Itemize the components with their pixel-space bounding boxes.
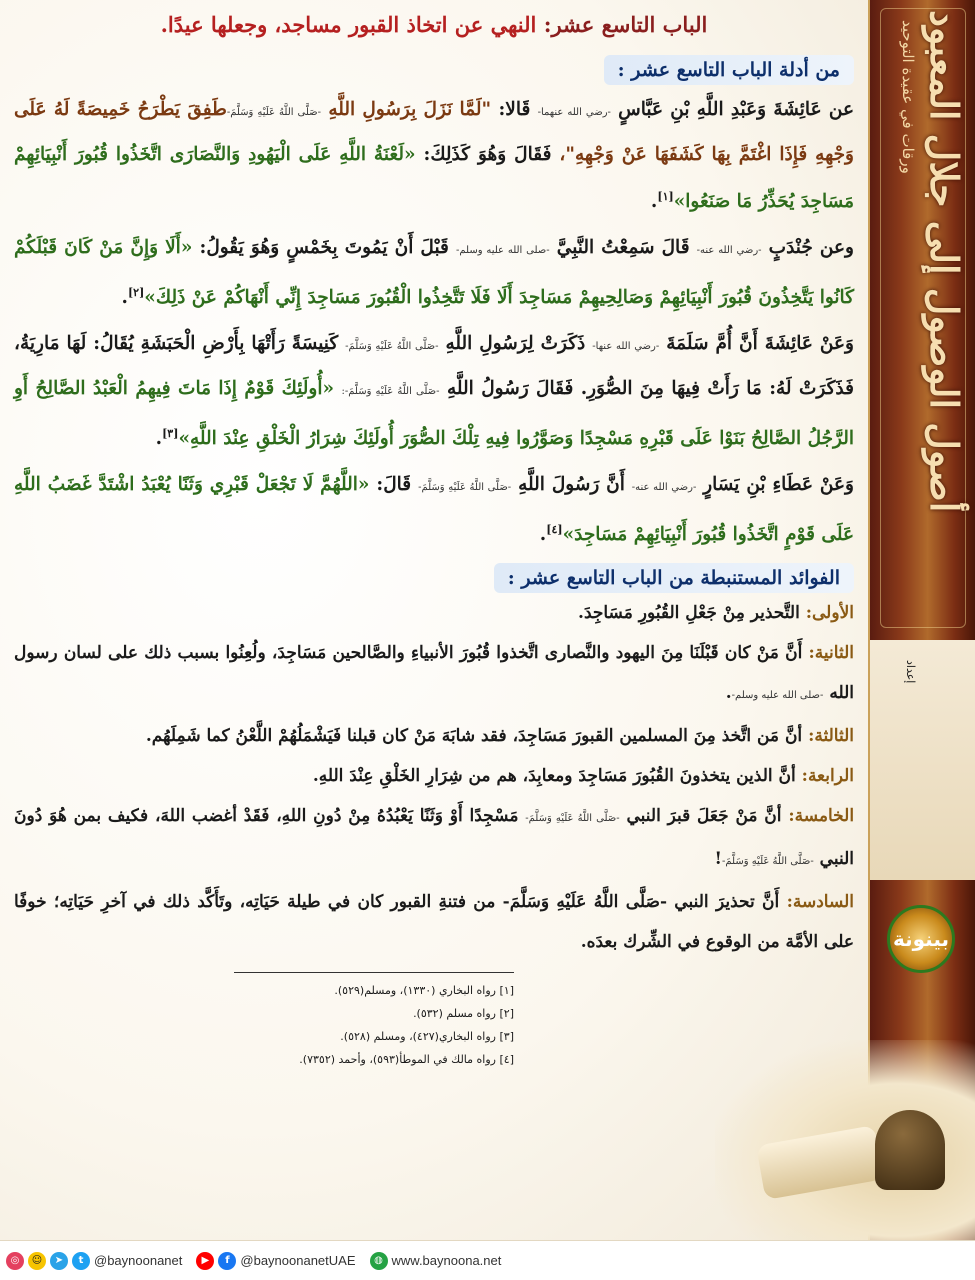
footnote-1: [١] رواه البخاري (١٣٣٠)، ومسلم(٥٢٩).: [334, 983, 514, 997]
benefit-2-end: .: [725, 682, 732, 703]
hadith-4: [14, 464, 854, 556]
benefit-4-label: الرابعة:: [801, 765, 854, 786]
footnotes: [14, 979, 514, 1071]
benefit-5-salutation: -صَلَّى اللَّهُ عَلَيْهِ وَسَلَّمَ-: [525, 812, 620, 824]
benefit-2-text: أَنَّ مَنْ كان قَبْلَنَا مِنَ اليهود والنَّصارى اتَّخذوا قُبُورَ الأنبياءِ والصَّالحين مَسَاجِدَ، ولُعِنُوا بسبب ذلك على لسان رسول الله: [14, 642, 854, 703]
handle-baynoonanetuae[interactable]: @baynoonanetUAE: [240, 1253, 356, 1268]
hadith-2-end: .: [121, 287, 128, 309]
hadith-4-narrator: وَعَنْ عَطَاءِ بْنِ يَسَارٍ: [703, 474, 854, 496]
prepared-by-label: إعداد: [904, 660, 917, 684]
hadith-3-salutation-2: -صَلَّى اللَّهُ عَلَيْهِ وَسَلَّمَ-:: [341, 386, 440, 398]
benefit-1-text: التَّحذير مِنْ جَعْلِ القُبُورِ مَسَاجِدَ.: [578, 602, 800, 623]
hadith-1-quote-a: "لَمَّا نَزَلَ بِرَسُولِ اللَّهِ: [328, 99, 492, 120]
benefit-4: [14, 756, 854, 796]
benefit-1: [14, 593, 854, 633]
hadith-1-mid: فَقَالَ وَهُوَ كَذَلِكَ:: [423, 144, 552, 165]
content-area: [14, 8, 854, 1071]
hadith-4-quote: «اللَّهُمَّ لَا تَجْعَلْ قَبْرِي وَثَنًا يُعْبَدُ اشْتَدَّ غَضَبُ اللَّهِ عَلَى قَوْمٍ اتَّخَذُوا قُبُورَ أَنْبِيَائِهِمْ مَسَاجِدَ»: [14, 474, 854, 546]
hadith-1-quote-b: طَفِقَ يَطْرَحُ خَمِيصَةً لَهُ عَلَى وَجْهِهِ فَإِذَا اغْتَمَّ بِهَا كَشَفَهَا عَنْ وَجْهِهِ"،: [14, 99, 854, 165]
prepared-by-panel: [868, 640, 975, 880]
hadith-3-mid: كَنِيسَةً رَأَتْهَا بِأَرْضِ الْحَبَشَةِ يُقَالُ: لَهَا مَارِيَةُ، فَذَكَرَتْ لَهُ: مَا رَأَتْ فِيهَا مِنَ الصُّوَرِ. فَقَالَ رَسُولُ اللَّهِ: [14, 333, 854, 400]
telegram-icon[interactable]: ➤: [50, 1252, 68, 1270]
hadith-1-said: قَالا:: [498, 99, 531, 120]
footnote-4: [٤] رواه مالك في الموطأ(٥٩٣)، وأحمد (٧٣٥٢).: [299, 1052, 514, 1066]
instagram-icon[interactable]: ◎: [6, 1252, 24, 1270]
benefit-2-salutation: -صلى الله عليه وسلم-: [731, 689, 824, 701]
hadith-3-ref: [٣]: [162, 427, 179, 441]
inkpot-decoration: [875, 1110, 945, 1190]
chapter-label: الباب التاسع عشر:: [543, 12, 708, 37]
hadith-2: [14, 227, 854, 319]
hadith-3-said: ذَكَرَتْ لِرَسُولِ اللَّهِ: [445, 333, 586, 355]
hadith-2-ref: [٢]: [127, 286, 145, 300]
baynoona-logo: بينونة: [887, 905, 955, 973]
benefit-2-label: الثانية:: [808, 642, 854, 663]
benefit-3-label: الثالثة:: [808, 725, 854, 746]
hadith-2-mid: قَبْلَ أَنْ يَمُوتَ بِخَمْسٍ وَهُوَ يَقُولُ:: [199, 237, 449, 259]
benefit-5-end: !: [714, 848, 722, 869]
book-title: أصول الوصول إلى جلال المعبود: [922, 10, 967, 513]
snapchat-icon[interactable]: ☺: [28, 1252, 46, 1270]
hadith-4-salutation: -صَلَّى اللَّهُ عَلَيْهِ وَسَلَّمَ-: [418, 482, 512, 494]
benefit-2: [14, 633, 854, 716]
benefit-5: [14, 796, 854, 882]
website-link[interactable]: www.baynoona.net: [391, 1253, 502, 1268]
hadith-1-narrator: عن عَائِشَةَ وَعَبْدِ اللَّهِ بْنِ عَبَّاسٍ: [618, 99, 854, 120]
benefit-3: [14, 716, 854, 756]
hadith-3-narrator: وَعَنْ عَائِشَةَ أَنَّ أُمَّ سَلَمَةَ: [666, 333, 854, 355]
hadith-1-end: .: [650, 191, 658, 213]
hadith-2-honorific: -رضي الله عنه-: [696, 245, 762, 257]
hadith-2-salutation: -صلى الله عليه وسلم-: [455, 245, 550, 257]
hadith-4-ref: [٤]: [546, 523, 563, 537]
hadith-1-honorific: -رضي الله عنهما-: [537, 107, 611, 118]
facebook-icon[interactable]: f: [218, 1252, 236, 1270]
hadith-3-honorific: -رضي الله عنها-: [592, 341, 660, 353]
hadith-1-quote-c: «لَعْنَةُ اللَّهِ عَلَى الْيَهُودِ وَالنَّصَارَى اتَّخَذُوا قُبُورَ أَنْبِيَائِهِمْ مَسَاجِدَ يُحَذِّرُ مَا صَنَعُوا»: [14, 144, 854, 213]
hadith-3-end: .: [155, 428, 163, 450]
youtube-icon[interactable]: ▶: [196, 1252, 214, 1270]
twitter-icon[interactable]: t: [72, 1252, 90, 1270]
hadith-1-salutation: -صَلَّى اللَّهُ عَلَيْهِ وَسَلَّمَ-: [226, 107, 322, 118]
hadith-3-quote: «أُولَئِكَ قَوْمٌ إِذَا مَاتَ فِيهِمُ الْعَبْدُ الصَّالِحُ أَوِ الرَّجُلُ الصَّالِحُ بَنَوْا عَلَى قَبْرِهِ مَسْجِدًا وَصَوَّرُوا فِيهِ تِلْكَ الصُّوَرَ أُولَئِكَ شِرَارُ الْخَلْقِ عِنْدَ اللَّهِ»: [14, 378, 854, 450]
footnote-3: [٣] رواه البخاري(٤٢٧)، ومسلم (٥٢٨).: [340, 1029, 514, 1043]
hadith-1-ref: [١]: [657, 190, 674, 203]
hadith-2-narrator: وعن جُنْدَبٍ: [768, 237, 854, 259]
benefit-3-text: أنَّ مَن اتَّخذ مِنَ المسلمين القبورَ مَسَاجِدَ، فقد شابَهَ مَنْ كان قبلنا فَيَشْمَلُهُمْ اللَّعْنُ كما شَمِلَهُم.: [145, 725, 803, 746]
footnote-2: [٢] رواه مسلم (٥٣٢).: [413, 1006, 514, 1020]
benefit-5-text: أنَّ مَنْ جَعَلَ قبرَ النبي: [626, 805, 782, 826]
benefit-6-text: أَنَّ تحذيرَ النبي -صَلَّى اللَّهُ عَلَيْهِ وَسَلَّمَ- من فتنةِ القبور كان في طيلة حَيَاتِه، وتَأَكَّد ذلك في آخرِ حَيَاتِه؛ خوفًا على الأمَّة من الوقوع في الشِّرك بعدَه.: [14, 891, 854, 952]
benefit-5-text-2: مَسْجِدًا أَوْ وَثَنًا يَعْبُدُهُ مِنْ دُونِ اللهِ، فَقَدْ أغضب اللهَ، فكيف بمن هُوَ دُونَ النبي: [14, 805, 854, 869]
benefit-4-text: أنَّ الذين يتخذونَ القُبُورَ مَسَاجِدَ ومعابِدَ، هم من شِرَارِ الخَلْقِ عِنْدَ اللهِ.: [312, 765, 796, 786]
benefit-6-label: السادسة:: [786, 891, 855, 912]
hadith-3: [14, 323, 854, 460]
hadith-4-end: .: [539, 524, 547, 546]
benefit-1-label: الأولى:: [805, 602, 854, 623]
hadith-2-quote: «أَلَا وَإِنَّ مَنْ كَانَ قَبْلَكُمْ كَانُوا يَتَّخِذُونَ قُبُورَ أَنْبِيَائِهِمْ وَصَالِحِيهِمْ مَسَاجِدَ أَلَا فَلَا تَتَّخِذُوا الْقُبُورَ مَسَاجِدَ إِنِّي أَنْهَاكُمْ عَنْ ذَلِكَ»: [14, 237, 854, 309]
hadith-1: [14, 89, 854, 223]
book-subtitle: ورقات في عقيدة التوحيد: [899, 20, 917, 174]
hadith-4-said: أَنَّ رَسُولَ اللَّهِ: [518, 474, 625, 496]
globe-icon[interactable]: ◍: [370, 1252, 388, 1270]
social-footer: [0, 1240, 975, 1280]
benefit-6: [14, 882, 854, 962]
hadith-3-salutation: -صَلَّى اللَّهُ عَلَيْهِ وَسَلَّمَ-: [345, 341, 439, 353]
chapter-title: [14, 12, 854, 37]
hadith-4-honorific: -رضي الله عنه-: [631, 482, 697, 494]
hadith-2-said: قَالَ سَمِعْتُ النَّبِيَّ: [556, 237, 690, 259]
chapter-topic: النهي عن اتخاذ القبور مساجد، وجعلها عيدًا.: [160, 12, 537, 37]
scroll-decoration: [756, 1125, 884, 1200]
handle-baynoonanet[interactable]: @baynoonanet: [94, 1253, 183, 1268]
benefit-5-salutation-2: -صَلَّى اللَّهُ عَلَيْهِ وَسَلَّمَ-: [721, 855, 814, 867]
benefit-5-label: الخامسة:: [788, 805, 855, 826]
benefits-section-title: الفوائد المستنبطة من الباب التاسع عشر :: [494, 563, 854, 593]
evidence-section-title: من أدلة الباب التاسع عشر :: [604, 55, 854, 85]
hadith-4-mid: قَالَ:: [376, 474, 412, 496]
footnote-divider: [234, 972, 514, 973]
